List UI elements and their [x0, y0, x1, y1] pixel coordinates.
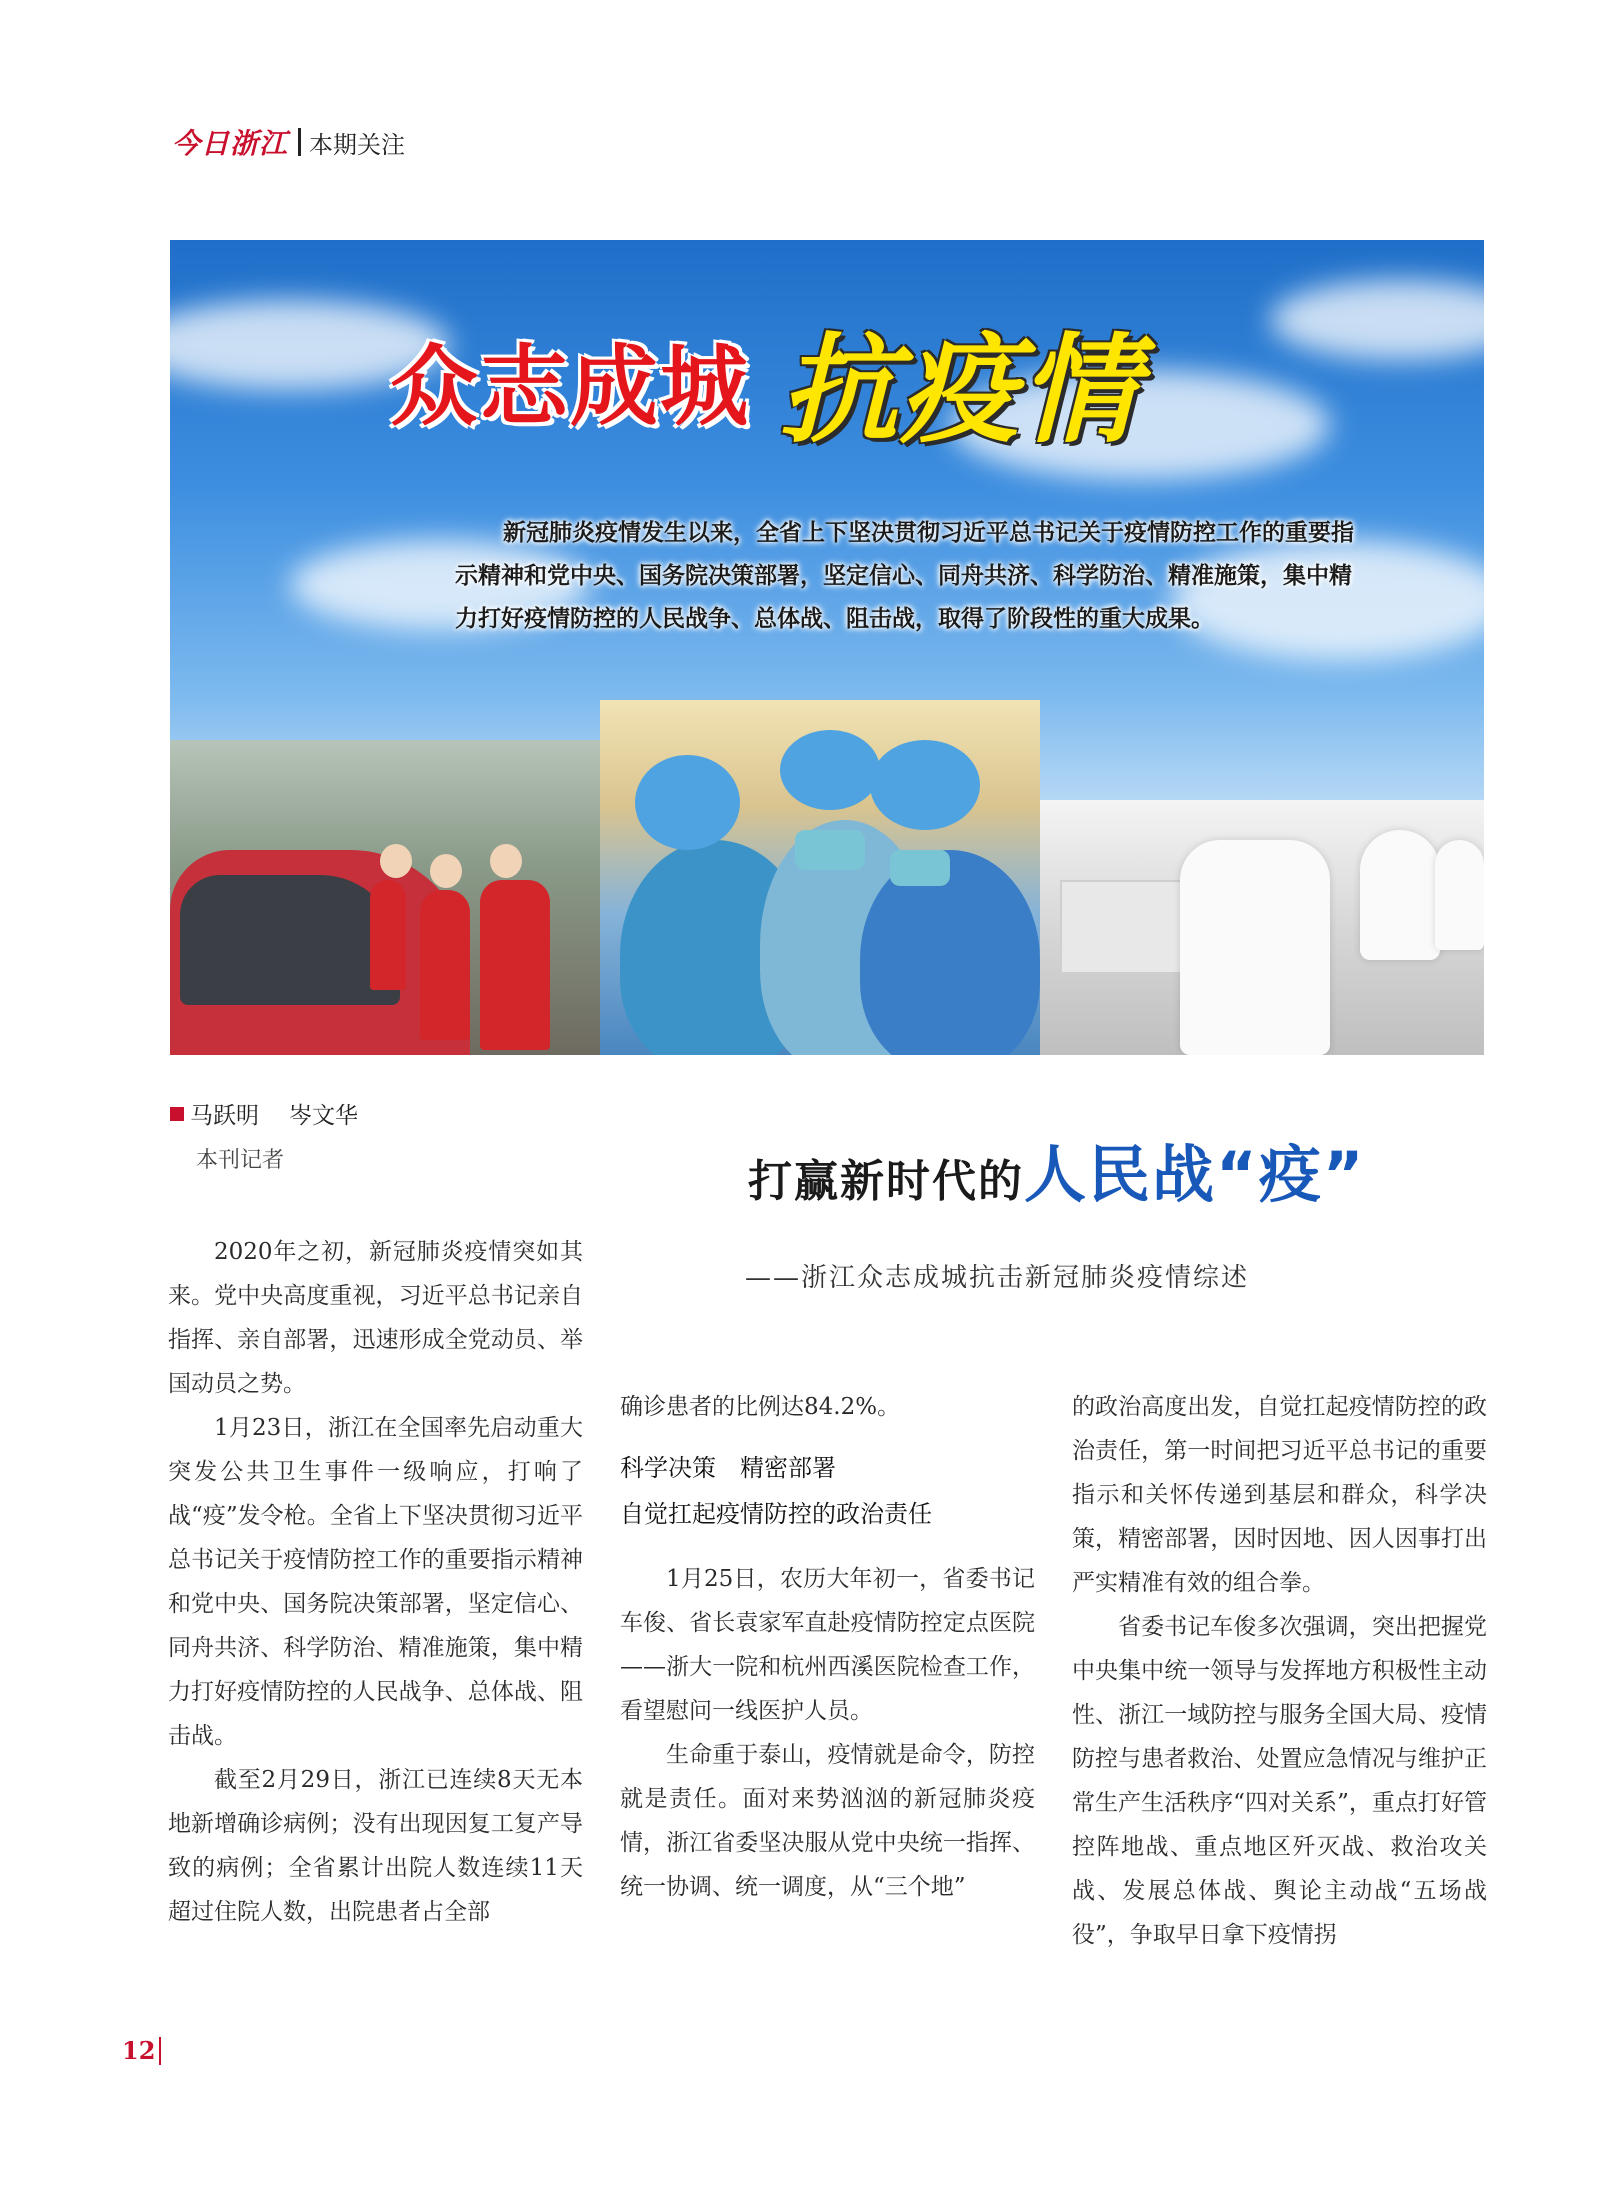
banner-title-yellow: 抗疫情 [780, 320, 1141, 459]
page-number: 12 [122, 2037, 161, 2065]
photo-medical-staff [600, 700, 1040, 1055]
surgical-cap [780, 730, 880, 810]
byline [170, 1097, 358, 1130]
byline-marker [170, 1107, 184, 1121]
section-label: 本期关注 [309, 130, 406, 159]
subheading-line: 自觉扛起疫情防控的政治责任 [620, 1500, 932, 1528]
text-column-3 [1072, 1385, 1487, 1957]
text-column-2 [620, 1385, 1035, 1909]
photo-garment-workers [1040, 800, 1484, 1055]
subheading-line: 科学决策 精密部署 [620, 1454, 836, 1482]
volunteer-figure [420, 890, 470, 1040]
author-role: 本刊记者 [196, 1148, 285, 1173]
paragraph: 截至2月29日，浙江已连续8天无本地新增确诊病例；没有出现因复工复产导致的病例；全省累计出院人数连续11天超过住院人数，出院患者占全部 [168, 1767, 583, 1925]
header-divider [298, 128, 301, 156]
banner-title-red: 众志成城 [390, 335, 751, 438]
article-subtitle: ——浙江众志成城抗击新冠肺炎疫情综述 [745, 1263, 1250, 1293]
surgical-cap [870, 740, 980, 830]
text-column-1 [168, 1230, 583, 1934]
face-mask [795, 830, 865, 870]
sewing-machine [1060, 880, 1184, 974]
paragraph: 1月25日，农历大年初一，省委书记车俊、省长袁家军直赴疫情防控定点医院——浙大一院和杭州西溪医院检查工作，看望慰问一线医护人员。 [620, 1566, 1035, 1724]
banner-title [390, 310, 1141, 459]
paragraph: 的政治高度出发，自觉扛起疫情防控的政治责任，第一时间把习近平总书记的重要指示和关怀传递到基层和群众，科学决策，精密部署，因时因地、因人因事打出严实精准有效的组合拳。 [1072, 1394, 1487, 1596]
volunteer-figure [480, 880, 550, 1050]
nurse-figure [860, 850, 1040, 1055]
article-title-part1: 打赢新时代的 [748, 1156, 1024, 1207]
author-name: 马跃明 [190, 1103, 259, 1129]
author-name: 岑文华 [289, 1103, 358, 1129]
magazine-logo: 今日浙江 [172, 127, 289, 160]
surgical-cap [635, 755, 740, 850]
paragraph: 1月23日，浙江在全国率先启动重大突发公共卫生事件一级响应，打响了战“疫”发令枪。全省上下坚决贯彻习近平总书记关于疫情防控工作的重要指示精神和党中央、国务院决策部署，坚定信心、同舟共济、科学防治、精准施策，集中精力打好疫情防控的人民战争、总体战、阻击战。 [168, 1415, 583, 1749]
paragraph: 生命重于泰山，疫情就是命令，防控就是责任。面对来势汹汹的新冠肺炎疫情，浙江省委坚决服从党中央统一指挥、统一协调、统一调度，从“三个地” [620, 1742, 1035, 1900]
volunteer-figure [370, 880, 406, 990]
paragraph: 确诊患者的比例达84.2%。 [620, 1394, 901, 1420]
car-window [180, 875, 400, 1005]
worker-figure [1180, 840, 1330, 1055]
photo-volunteers [170, 740, 600, 1055]
section-subheading [620, 1445, 1035, 1537]
paragraph: 省委书记车俊多次强调，突出把握党中央集中统一领导与发挥地方积极性主动性、浙江一域防控与服务全国大局、疫情防控与患者救治、处置应急情况与维护正常生产生活秩序“四对关系”，重点打好管控阵地战、重点地区歼灭战、救治攻关战、发展总体战、舆论主动战“五场战役”，争取早日拿下疫情拐 [1072, 1614, 1487, 1948]
cloud-shape [1270, 280, 1484, 360]
article-title-part2: 人民战“疫” [1024, 1138, 1366, 1211]
paragraph: 2020年之初，新冠肺炎疫情突如其来。党中央高度重视，习近平总书记亲自指挥、亲自部署，迅速形成全党动员、举国动员之势。 [168, 1239, 583, 1397]
face-mask [890, 850, 950, 886]
banner-intro-text: 新冠肺炎疫情发生以来，全省上下坚决贯彻习近平总书记关于疫情防控工作的重要指示精神和党中央、国务院决策部署，坚定信心、同舟共济、科学防治、精准施策，集中精力打好疫情防控的人民战争、总体战、阻击战，取得了阶段性的重大成果。 [455, 520, 1354, 632]
banner-image [170, 240, 1484, 1055]
worker-figure [1360, 830, 1440, 960]
article-title [748, 1125, 1366, 1214]
worker-figure [1435, 840, 1484, 950]
page-header [172, 126, 405, 158]
